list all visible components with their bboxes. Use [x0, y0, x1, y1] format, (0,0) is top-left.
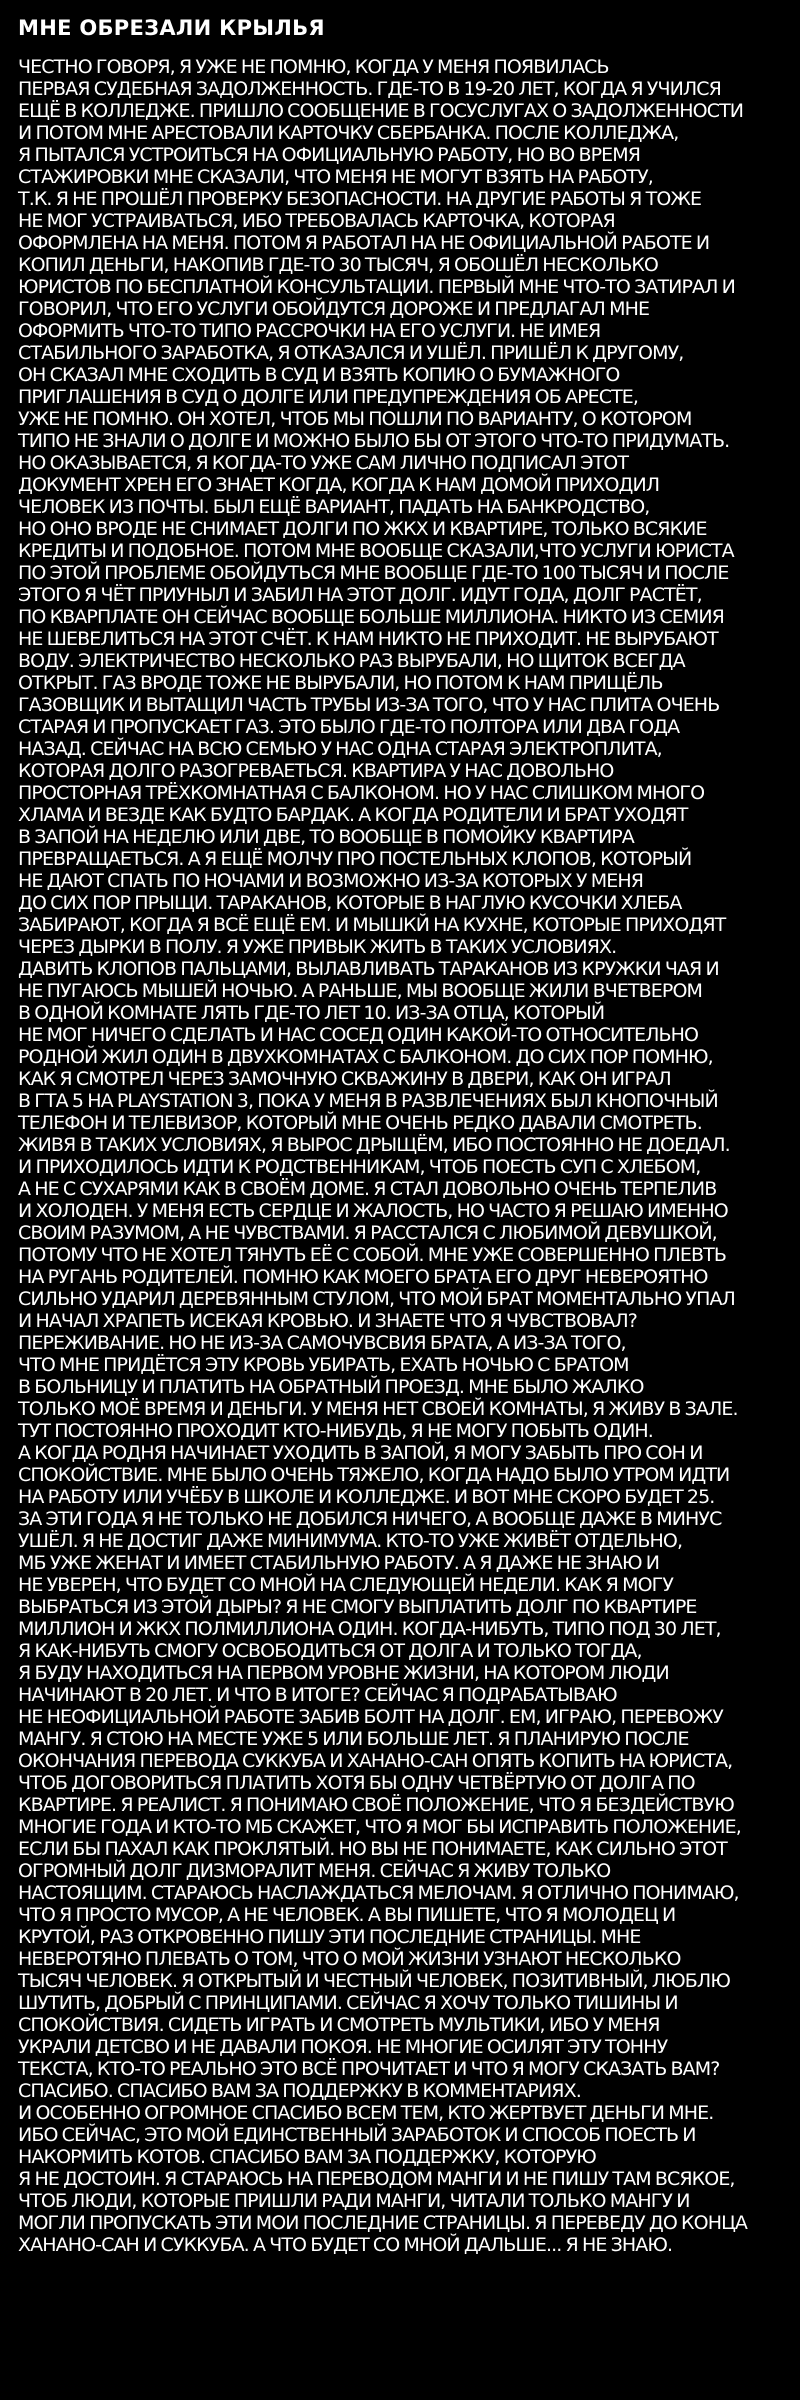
- text-line: КОПИЛ ДЕНЬГИ, НАКОПИВ ГДЕ-ТО 30 ТЫСЯЧ, Я ОБОШЁЛ НЕСКОЛЬКО: [18, 254, 658, 276]
- text-line: СТАБИЛЬНОГО ЗАРАБОТКА, Я ОТКАЗАЛСЯ И УШЁЛ. ПРИШЁЛ К ДРУГОМУ,: [18, 342, 684, 364]
- text-line: ТЫСЯЧ ЧЕЛОВЕК. Я ОТКРЫТЫЙ И ЧЕСТНЫЙ ЧЕЛОВЕК, ПОЗИТИВНЫЙ, ЛЮБЛЮ: [18, 1970, 730, 1992]
- text-line: ТИПО НЕ ЗНАЛИ О ДОЛГЕ И МОЖНО БЫЛО БЫ ОТ ЭТОГО ЧТО-ТО ПРИДУМАТЬ.: [18, 430, 730, 452]
- text-line: СПОКОЙСТВИЯ. СИДЕТЬ ИГРАТЬ И СМОТРЕТЬ МУЛЬТИКИ, ИБО У МЕНЯ: [18, 2014, 660, 2036]
- text-line: ПРИГЛАШЕНИЯ В СУД О ДОЛГЕ ИЛИ ПРЕДУПРЕЖДЕНИЯ ОБ АРЕСТЕ,: [18, 386, 639, 408]
- text-line: В БОЛЬНИЦУ И ПЛАТИТЬ НА ОБРАТНЫЙ ПРОЕЗД. МНЕ БЫЛО ЖАЛКО: [18, 1376, 644, 1398]
- text-line: КВАРТИРЕ. Я РЕАЛИСТ. Я ПОНИМАЮ СВОЁ ПОЛОЖЕНИЕ, ЧТО Я БЕЗДЕЙСТВУЮ: [18, 1794, 734, 1816]
- text-line: УШЁЛ. Я НЕ ДОСТИГ ДАЖЕ МИНИМУМА. КТО-ТО УЖЕ ЖИВЁТ ОТДЕЛЬНО,: [18, 1530, 683, 1552]
- text-line: В ЗАПОЙ НА НЕДЕЛЮ ИЛИ ДВЕ, ТО ВООБЩЕ В ПОМОЙКУ КВАРТИРА: [18, 826, 634, 848]
- text-line: ДАВИТЬ КЛОПОВ ПАЛЬЦАМИ, ВЫЛАВЛИВАТЬ ТАРАКАНОВ ИЗ КРУЖКИ ЧАЯ И: [18, 958, 719, 980]
- text-line: ЧЕЛОВЕК ИЗ ПОЧТЫ. БЫЛ ЕЩЁ ВАРИАНТ, ПАДАТЬ НА БАНКРОДСТВО,: [18, 496, 650, 518]
- text-line: А НЕ С СУХАРЯМИ КАК В СВОЁМ ДОМЕ. Я СТАЛ ДОВОЛЬНО ОЧЕНЬ ТЕРПЕЛИВ: [18, 1178, 717, 1200]
- text-line: И ОСОБЕННО ОГРОМНОЕ СПАСИБО ВСЕМ ТЕМ, КТО ЖЕРТВУЕТ ДЕНЬГИ МНЕ.: [18, 2102, 714, 2124]
- text-line: Я БУДУ НАХОДИТЬСЯ НА ПЕРВОМ УРОВНЕ ЖИЗНИ, НА КОТОРОМ ЛЮДИ: [18, 1662, 669, 1684]
- text-line: Т.К. Я НЕ ПРОШЁЛ ПРОВЕРКУ БЕЗОПАСНОСТИ. НА ДРУГИЕ РАБОТЫ Я ТОЖЕ: [18, 188, 702, 210]
- text-line: ЗА ЭТИ ГОДА Я НЕ ТОЛЬКО НЕ ДОБИЛСЯ НИЧЕГО, А ВООБЩЕ ДАЖЕ В МИНУС: [18, 1508, 722, 1530]
- text-line: КАК Я СМОТРЕЛ ЧЕРЕЗ ЗАМОЧНУЮ СКВАЖИНУ В ДВЕРИ, КАК ОН ИГРАЛ: [18, 1068, 671, 1090]
- text-line: НЕ ДАЮТ СПАТЬ ПО НОЧАМИ И ВОЗМОЖНО ИЗ-ЗА КОТОРЫХ У МЕНЯ: [18, 870, 644, 892]
- text-line: ЭТОГО Я ЧЁТ ПРИУНЫЛ И ЗАБИЛ НА ЭТОТ ДОЛГ. ИДУТ ГОДА, ДОЛГ РАСТЁТ,: [18, 584, 702, 606]
- text-line: СТАЖИРОВКИ МНЕ СКАЗАЛИ, ЧТО МЕНЯ НЕ МОГУТ ВЗЯТЬ НА РАБОТУ,: [18, 166, 653, 188]
- text-line: ЧТО Я ПРОСТО МУСОР, А НЕ ЧЕЛОВЕК. А ВЫ ПИШЕТЕ, ЧТО Я МОЛОДЕЦ И: [18, 1904, 676, 1926]
- text-line: ОН СКАЗАЛ МНЕ СХОДИТЬ В СУД И ВЗЯТЬ КОПИЮ О БУМАЖНОГО: [18, 364, 620, 386]
- text-line: СПАСИБО. СПАСИБО ВАМ ЗА ПОДДЕРЖКУ В КОММЕНТАРИЯХ.: [18, 2080, 581, 2102]
- text-line: НАЧИНАЮТ В 20 ЛЕТ. И ЧТО В ИТОГЕ? СЕЙЧАС Я ПОДРАБАТЫВАЮ: [18, 1684, 617, 1706]
- text-line: МАНГУ. Я СТОЮ НА МЕСТЕ УЖЕ 5 ИЛИ БОЛЬШЕ ЛЕТ. Я ПЛАНИРУЮ ПОСЛЕ: [18, 1728, 689, 1750]
- text-line: И НАЧАЛ ХРАПЕТЬ ИСЕКАЯ КРОВЬЮ. И ЗНАЕТЕ ЧТО Я ЧУВСТВОВАЛ?: [18, 1310, 637, 1332]
- text-line: ОГРОМНЫЙ ДОЛГ ДИЗМОРАЛИТ МЕНЯ. СЕЙЧАС Я ЖИВУ ТОЛЬКО: [18, 1860, 611, 1882]
- text-line: ЧЕСТНО ГОВОРЯ, Я УЖЕ НЕ ПОМНЮ, КОГДА У МЕНЯ ПОЯВИЛАСЬ: [18, 56, 609, 78]
- text-line: Я ПЫТАЛСЯ УСТРОИТЬСЯ НА ОФИЦИАЛЬНУЮ РАБОТУ, НО ВО ВРЕМЯ: [18, 144, 641, 166]
- text-line: ГОВОРИЛ, ЧТО ЕГО УСЛУГИ ОБОЙДУТСЯ ДОРОЖЕ И ПРЕДЛАГАЛ МНЕ: [18, 298, 650, 320]
- text-line: НЕ НЕОФИЦИАЛЬНОЙ РАБОТЕ ЗАБИВ БОЛТ НА ДОЛГ. ЕМ, ИГРАЮ, ПЕРЕВОЖУ: [18, 1706, 723, 1728]
- page-title: МНЕ ОБРЕЗАЛИ КРЫЛЬЯ: [18, 16, 325, 40]
- text-line: ПРЕВРАЩАЕТЬСЯ. А Я ЕЩЁ МОЛЧУ ПРО ПОСТЕЛЬНЫХ КЛОПОВ, КОТОРЫЙ: [18, 848, 692, 870]
- text-line: УКРАЛИ ДЕТСВО И НЕ ДАВАЛИ ПОКОЯ. НЕ МНОГИЕ ОСИЛЯТ ЭТУ ТОННУ: [18, 2036, 668, 2058]
- text-line: ЧТОБ ЛЮДИ, КОТОРЫЕ ПРИШЛИ РАДИ МАНГИ, ЧИТАЛИ ТОЛЬКО МАНГУ И: [18, 2190, 690, 2212]
- text-line: ВОДУ. ЭЛЕКТРИЧЕСТВО НЕСКОЛЬКО РАЗ ВЫРУБАЛИ, НО ЩИТОК ВСЕГДА: [18, 650, 685, 672]
- text-line: ВЫБРАТЬСЯ ИЗ ЭТОЙ ДЫРЫ? Я НЕ СМОГУ ВЫПЛАТИТЬ ДОЛГ ПО КВАРТИРЕ: [18, 1596, 697, 1618]
- text-line: УЖЕ НЕ ПОМНЮ. ОН ХОТЕЛ, ЧТОБ МЫ ПОШЛИ ПО ВАРИАНТУ, О КОТОРОМ: [18, 408, 692, 430]
- text-line: Я НЕ ДОСТОИН. Я СТАРАЮСЬ НА ПЕРЕВОДОМ МАНГИ И НЕ ПИШУ ТАМ ВСЯКОЕ,: [18, 2168, 735, 2190]
- text-line: ЕСЛИ БЫ ПАХАЛ КАК ПРОКЛЯТЫЙ. НО ВЫ НЕ ПОНИМАЕТЕ, КАК СИЛЬНО ЭТОТ: [18, 1838, 727, 1860]
- text-line: ИБО СЕЙЧАС, ЭТО МОЙ ЕДИНСТВЕННЫЙ ЗАРАБОТОК И СПОСОБ ПОЕСТЬ И: [18, 2124, 696, 2146]
- text-line: ПЕРВАЯ СУДЕБНАЯ ЗАДОЛЖЕННОСТЬ. ГДЕ-ТО В 19-20 ЛЕТ, КОГДА Я УЧИЛСЯ: [18, 78, 721, 100]
- text-line: НЕ УВЕРЕН, ЧТО БУДЕТ СО МНОЙ НА СЛЕДУЮЩЕЙ НЕДЕЛИ. КАК Я МОГУ: [18, 1574, 674, 1596]
- text-line: А КОГДА РОДНЯ НАЧИНАЕТ УХОДИТЬ В ЗАПОЙ, Я МОГУ ЗАБЫТЬ ПРО СОН И: [18, 1442, 703, 1464]
- text-line: И ПРИХОДИЛОСЬ ИДТИ К РОДСТВЕННИКАМ, ЧТОБ ПОЕСТЬ СУП С ХЛЕБОМ,: [18, 1156, 701, 1178]
- text-line: ЧТО МНЕ ПРИДЁТСЯ ЭТУ КРОВЬ УБИРАТЬ, ЕХАТЬ НОЧЬЮ С БРАТОМ: [18, 1354, 629, 1376]
- text-line: РОДНОЙ ЖИЛ ОДИН В ДВУХКОМНАТАХ С БАЛКОНОМ. ДО СИХ ПОР ПОМНЮ,: [18, 1046, 713, 1068]
- text-line: Я КАК-НИБУТЬ СМОГУ ОСВОБОДИТЬСЯ ОТ ДОЛГА И ТОЛЬКО ТОГДА,: [18, 1640, 642, 1662]
- text-line: ГАЗОВЩИК И ВЫТАЩИЛ ЧАСТЬ ТРУБЫ ИЗ-ЗА ТОГО, ЧТО У НАС ПЛИТА ОЧЕНЬ: [18, 694, 720, 716]
- text-line: ЖИВЯ В ТАКИХ УСЛОВИЯХ, Я ВЫРОС ДРЫЩЁМ, ИБО ПОСТОЯННО НЕ ДОЕДАЛ.: [18, 1134, 730, 1156]
- text-line: КОТОРАЯ ДОЛГО РАЗОГРЕВАЕТЬСЯ. КВАРТИРА У НАС ДОВОЛЬНО: [18, 760, 614, 782]
- text-line: И ПОТОМ МНЕ АРЕСТОВАЛИ КАРТОЧКУ СБЕРБАНКА. ПОСЛЕ КОЛЛЕДЖА,: [18, 122, 679, 144]
- text-line: ЕЩЁ В КОЛЛЕДЖЕ. ПРИШЛО СООБЩЕНИЕ В ГОСУСЛУГАХ О ЗАДОЛЖЕННОСТИ: [18, 100, 744, 122]
- body-text: [18, 56, 782, 2256]
- text-line: ЮРИСТОВ ПО БЕСПЛАТНОЙ КОНСУЛЬТАЦИИ. ПЕРВЫЙ МНЕ ЧТО-ТО ЗАТИРАЛ И: [18, 276, 735, 298]
- text-line: НАСТОЯЩИМ. СТАРАЮСЬ НАСЛАЖДАТЬСЯ МЕЛОЧАМ. Я ОТЛИЧНО ПОНИМАЮ,: [18, 1882, 739, 1904]
- text-line: МИЛЛИОН И ЖКХ ПОЛМИЛЛИОНА ОДИН. КОГДА-НИБУТЬ, ТИПО ПОД 30 ЛЕТ,: [18, 1618, 721, 1640]
- text-line: ОФОРМИТЬ ЧТО-ТО ТИПО РАССРОЧКИ НА ЕГО УСЛУГИ. НЕ ИМЕЯ: [18, 320, 601, 342]
- text-line: НАКОРМИТЬ КОТОВ. СПАСИБО ВАМ ЗА ПОДДЕРЖКУ, КОТОРУЮ: [18, 2146, 596, 2168]
- text-line: ПОТОМУ ЧТО НЕ ХОТЕЛ ТЯНУТЬ ЕЁ С СОБОЙ. МНЕ УЖЕ СОВЕРШЕННО ПЛЕВТЬ: [18, 1244, 726, 1266]
- text-line: НЕ ШЕВЕЛИТЬСЯ НА ЭТОТ СЧЁТ. К НАМ НИКТО НЕ ПРИХОДИТ. НЕ ВЫРУБАЮТ: [18, 628, 718, 650]
- text-line: ПРОСТОРНАЯ ТРЁХКОМНАТНАЯ С БАЛКОНОМ. НО У НАС СЛИШКОМ МНОГО: [18, 782, 705, 804]
- text-line: СТАРАЯ И ПРОПУСКАЕТ ГАЗ. ЭТО БЫЛО ГДЕ-ТО ПОЛТОРА ИЛИ ДВА ГОДА: [18, 716, 680, 738]
- text-line: КРЕДИТЫ И ПОДОБНОЕ. ПОТОМ МНЕ ВООБЩЕ СКАЗАЛИ,ЧТО УСЛУГИ ЮРИСТА: [18, 540, 734, 562]
- text-line: НАЗАД. СЕЙЧАС НА ВСЮ СЕМЬЮ У НАС ОДНА СТАРАЯ ЭЛЕКТРОПЛИТА,: [18, 738, 662, 760]
- text-line: МОГЛИ ПРОПУСКАТЬ ЭТИ МОИ ПОСЛЕДНИЕ СТРАНИЦЫ. Я ПЕРЕВЕДУ ДО КОНЦА: [18, 2212, 748, 2234]
- text-line: ЧТОБ ДОГОВОРИТЬСЯ ПЛАТИТЬ ХОТЯ БЫ ОДНУ ЧЕТВЁРТУЮ ОТ ДОЛГА ПО: [18, 1772, 695, 1794]
- text-line: ОТКРЫТ. ГАЗ ВРОДЕ ТОЖЕ НЕ ВЫРУБАЛИ, НО ПОТОМ К НАМ ПРИЩЁЛЬ: [18, 672, 663, 694]
- text-line: СПОКОЙСТВИЕ. МНЕ БЫЛО ОЧЕНЬ ТЯЖЕЛО, КОГДА НАДО БЫЛО УТРОМ ИДТИ: [18, 1464, 730, 1486]
- text-line: ХЛАМА И ВЕЗДЕ КАК БУДТО БАРДАК. А КОГДА РОДИТЕЛИ И БРАТ УХОДЯТ: [18, 804, 688, 826]
- text-line: НО ОНО ВРОДЕ НЕ СНИМАЕТ ДОЛГИ ПО ЖКХ И КВАРТИРЕ, ТОЛЬКО ВСЯКИЕ: [18, 518, 707, 540]
- text-line: НА РАБОТУ ИЛИ УЧЁБУ В ШКОЛЕ И КОЛЛЕДЖЕ. И ВОТ МНЕ СКОРО БУДЕТ 25.: [18, 1486, 715, 1508]
- text-line: НА РУГАНЬ РОДИТЕЛЕЙ. ПОМНЮ КАК МОЕГО БРАТА ЕГО ДРУГ НЕВЕРОЯТНО: [18, 1266, 708, 1288]
- text-line: ТЕКСТА, КТО-ТО РЕАЛЬНО ЭТО ВСЁ ПРОЧИТАЕТ И ЧТО Я МОГУ СКАЗАТЬ ВАМ?: [18, 2058, 720, 2080]
- text-line: ТОЛЬКО МОЁ ВРЕМЯ И ДЕНЬГИ. У МЕНЯ НЕТ СВОЕЙ КОМНАТЫ, Я ЖИВУ В ЗАЛЕ.: [18, 1398, 738, 1420]
- text-line: ТЕЛЕФОН И ТЕЛЕВИЗОР, КОТОРЫЙ МНЕ ОЧЕНЬ РЕДКО ДАВАЛИ СМОТРЕТЬ.: [18, 1112, 702, 1134]
- text-line: ЧЕРЕЗ ДЫРКИ В ПОЛУ. Я УЖЕ ПРИВЫК ЖИТЬ В ТАКИХ УСЛОВИЯХ.: [18, 936, 617, 958]
- text-line: ОФОРМЛЕНА НА МЕНЯ. ПОТОМ Я РАБОТАЛ НА НЕ ОФИЦИАЛЬНОЙ РАБОТЕ И: [18, 232, 710, 254]
- text-line: ХАНАНО-САН И СУККУБА. А ЧТО БУДЕТ СО МНОЙ ДАЛЬШЕ... Я НЕ ЗНАЮ.: [18, 2234, 673, 2256]
- text-line: И ХОЛОДЕН. У МЕНЯ ЕСТЬ СЕРДЦЕ И ЖАЛОСТЬ, НО ЧАСТО Я РЕШАЮ ИМЕННО: [18, 1200, 728, 1222]
- text-line: МНОГИЕ ГОДА И КТО-ТО МБ СКАЖЕТ, ЧТО Я МОГ БЫ ИСПРАВИТЬ ПОЛОЖЕНИЕ,: [18, 1816, 741, 1838]
- text-line: В ОДНОЙ КОМНАТЕ ЛЯТЬ ГДЕ-ТО ЛЕТ 10. ИЗ-ЗА ОТЦА, КОТОРЫЙ: [18, 1002, 605, 1024]
- text-line: СВОИМ РАЗУМОМ, А НЕ ЧУВСТВАМИ. Я РАССТАЛСЯ С ЛЮБИМОЙ ДЕВУШКОЙ,: [18, 1222, 717, 1244]
- text-line: НЕ ПУГАЮСЬ МЫШЕЙ НОЧЬЮ. А РАНЬШЕ, МЫ ВООБЩЕ ЖИЛИ ВЧЕТВЕРОМ: [18, 980, 703, 1002]
- text-line: НЕВЕРОТЯНО ПЛЕВАТЬ О ТОМ, ЧТО О МОЙ ЖИЗНИ УЗНАЮТ НЕСКОЛЬКО: [18, 1948, 681, 1970]
- text-line: ДО СИХ ПОР ПРЫЩИ. ТАРАКАНОВ, КОТОРЫЕ В НАГЛУЮ КУСОЧКИ ХЛЕБА: [18, 892, 682, 914]
- text-line: ТУТ ПОСТОЯННО ПРОХОДИТ КТО-НИБУДЬ, Я НЕ МОГУ ПОБЫТЬ ОДИН.: [18, 1420, 653, 1442]
- text-line: НЕ МОГ УСТРАИВАТЬСЯ, ИБО ТРЕБОВАЛАСЬ КАРТОЧКА, КОТОРАЯ: [18, 210, 615, 232]
- text-line: НЕ МОГ НИЧЕГО СДЕЛАТЬ И НАС СОСЕД ОДИН КАКОЙ-ТО ОТНОСИТЕЛЬНО: [18, 1024, 699, 1046]
- text-line: НО ОКАЗЫВАЕТСЯ, Я КОГДА-ТО УЖЕ САМ ЛИЧНО ПОДПИСАЛ ЭТОТ: [18, 452, 629, 474]
- text-line: СИЛЬНО УДАРИЛ ДЕРЕВЯННЫМ СТУЛОМ, ЧТО МОЙ БРАТ МОМЕНТАЛЬНО УПАЛ: [18, 1288, 735, 1310]
- text-line: ЗАБИРАЮТ, КОГДА Я ВСЁ ЕЩЁ ЕМ. И МЫШКЙ НА КУХНЕ, КОТОРЫЕ ПРИХОДЯТ: [18, 914, 726, 936]
- text-line: ДОКУМЕНТ ХРЕН ЕГО ЗНАЕТ КОГДА, КОГДА К НАМ ДОМОЙ ПРИХОДИЛ: [18, 474, 660, 496]
- text-line: ПО ЭТОЙ ПРОБЛЕМЕ ОБОЙДУТЬСЯ МНЕ ВООБЩЕ ГДЕ-ТО 100 ТЫСЯЧ И ПОСЛЕ: [18, 562, 729, 584]
- text-line: МБ УЖЕ ЖЕНАТ И ИМЕЕТ СТАБИЛЬНУЮ РАБОТУ. А Я ДАЖЕ НЕ ЗНАЮ И: [18, 1552, 660, 1574]
- text-line: ШУТИТЬ, ДОБРЫЙ С ПРИНЦИПАМИ. СЕЙЧАС Я ХОЧУ ТОЛЬКО ТИШИНЫ И: [18, 1992, 678, 2014]
- text-line: В ГТА 5 НА PLAYSTATION 3, ПОКА У МЕНЯ В РАЗВЛЕЧЕНИЯХ БЫЛ КНОПОЧНЫЙ: [18, 1090, 718, 1112]
- text-line: КРУТОЙ, РАЗ ОТКРОВЕННО ПИШУ ЭТИ ПОСЛЕДНИЕ СТРАНИЦЫ. МНЕ: [18, 1926, 641, 1948]
- text-line: ПЕРЕЖИВАНИЕ. НО НЕ ИЗ-ЗА САМОЧУВСВИЯ БРАТА, А ИЗ-ЗА ТОГО,: [18, 1332, 626, 1354]
- text-line: ОКОНЧАНИЯ ПЕРЕВОДА СУККУБА И ХАНАНО-САН ОПЯТЬ КОПИТЬ НА ЮРИСТА,: [18, 1750, 733, 1772]
- text-line: ПО КВАРПЛАТЕ ОН СЕЙЧАС ВООБЩЕ БОЛЬШЕ МИЛЛИОНА. НИКТО ИЗ СЕМИЯ: [18, 606, 724, 628]
